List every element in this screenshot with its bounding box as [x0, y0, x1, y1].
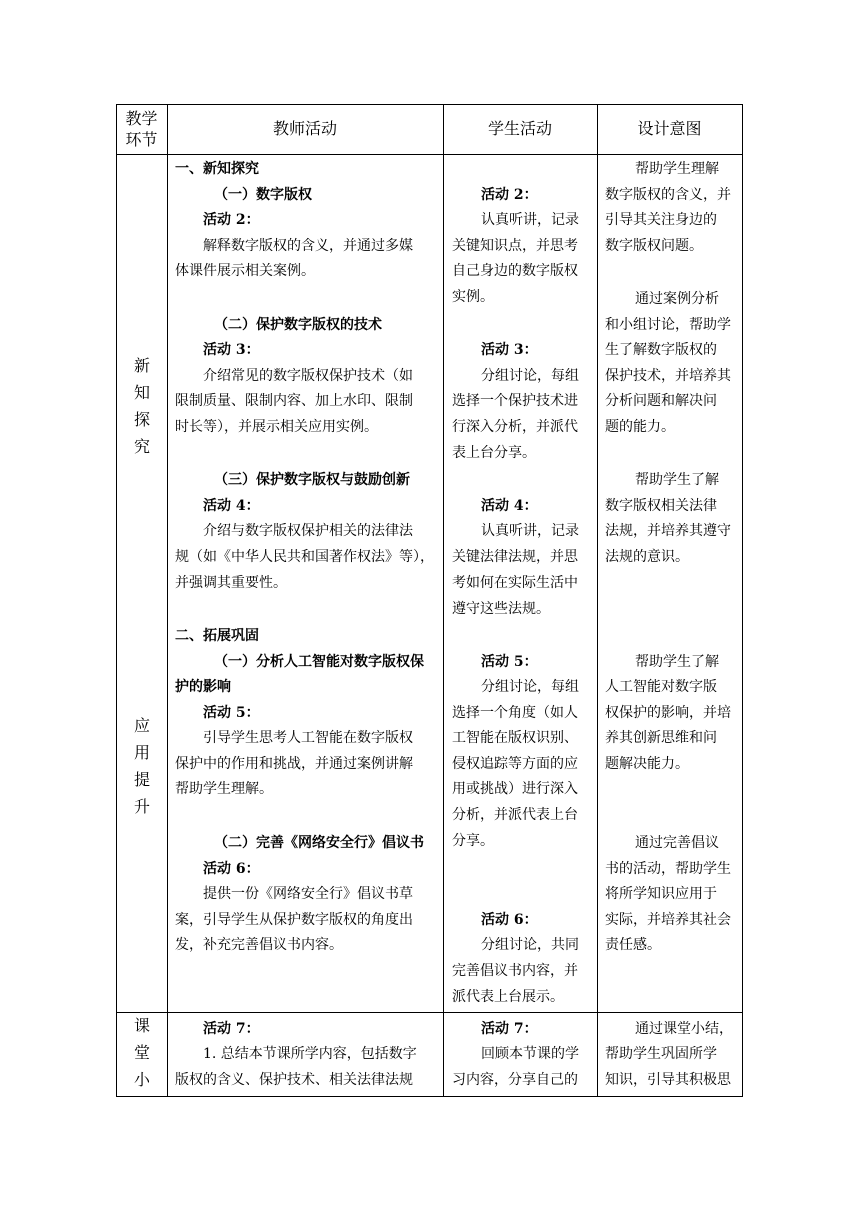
header-cell-intent: 设计意图 [637, 119, 702, 138]
section-char: 课 [133, 1016, 150, 1035]
student-text: 完善倡议书内容，并 [452, 963, 578, 979]
student-text: 自己身边的数字版权 [452, 263, 578, 279]
intent-text: 养其创新思维和问 [605, 730, 717, 746]
intent-text: 法规的意识。 [605, 549, 689, 565]
teacher-text: 1. 总结本节课所学内容，包括数字 [203, 1046, 417, 1062]
teacher-subheading: （三）保护数字版权与鼓励创新 [214, 472, 410, 488]
teacher-text: 介绍常见的数字版权保护技术（如 [203, 368, 413, 384]
section-char: 小 [133, 1070, 150, 1089]
teacher-subheading: （二）保护数字版权的技术 [214, 317, 382, 333]
intent-text: 通过课堂小结， [635, 1021, 733, 1037]
intent-text: 保护技术，并培养其 [605, 368, 731, 384]
teacher-text: 帮助学生理解。 [175, 781, 273, 797]
section-char: 知 [133, 383, 150, 402]
teacher-activity-label: 活动 4： [203, 498, 260, 514]
student-text: 分组讨论，共同 [481, 937, 579, 953]
teacher-activity-label: 活动 7： [203, 1021, 260, 1037]
section-label-new-knowledge [132, 356, 152, 457]
intent-text: 生了解数字版权的 [605, 342, 717, 358]
student-text: 派代表上台展示。 [452, 989, 564, 1005]
teacher-text: 案，引导学生从保护数字版权的角度出 [175, 912, 413, 928]
teacher-text: 介绍与数字版权保护相关的法律法 [203, 523, 413, 539]
student-activity-label: 活动 6： [481, 912, 538, 928]
student-text: 关键法律法规，并思 [452, 549, 578, 565]
table-border-left [116, 104, 117, 1097]
section-char: 探 [133, 410, 150, 429]
intent-text: 法规，并培养其遵守 [605, 523, 731, 539]
student-text: 考如何在实际生活中 [452, 575, 578, 591]
teacher-activity-label: 活动 6： [203, 861, 260, 877]
header-stage-line: 教学 [125, 109, 158, 128]
student-activity-label: 活动 4： [481, 498, 538, 514]
section-char: 应 [133, 716, 150, 735]
student-text: 选择一个角度（如人 [452, 705, 578, 721]
student-text: 表上台分享。 [452, 445, 536, 461]
student-activity-label: 活动 3： [481, 342, 538, 358]
student-text: 选择一个保护技术进 [452, 393, 578, 409]
teacher-text: 引导学生思考人工智能在数字版权 [203, 730, 413, 746]
table-border-top [116, 104, 743, 105]
section-char: 用 [133, 743, 150, 762]
header-stage-line: 环节 [125, 130, 158, 149]
intent-text: 分析问题和解决问 [605, 393, 717, 409]
section-label-summary [132, 1016, 152, 1090]
header-cell-teacher: 教师活动 [272, 119, 337, 138]
teacher-subheading: （一）分析人工智能对数字版权保 [214, 654, 424, 670]
intent-text: 数字版权问题。 [605, 238, 703, 254]
teacher-subheading: （二）完善《网络安全行》倡议书 [214, 835, 424, 851]
intent-text: 帮助学生了解 [635, 472, 719, 488]
student-text: 工智能在版权识别、 [452, 730, 578, 746]
column-divider [597, 104, 598, 1097]
student-text: 行深入分析，并派代 [452, 419, 578, 435]
teacher-activity-label: 活动 3： [203, 342, 260, 358]
teacher-text: 提供一份《网络安全行》倡议书草 [203, 886, 413, 902]
student-text: 用或挑战）进行深入 [452, 781, 578, 797]
column-divider [443, 104, 444, 1097]
teacher-text: 并强调其重要性。 [175, 575, 287, 591]
row-divider [116, 1012, 743, 1013]
teacher-subheading: 护的影响 [175, 679, 231, 695]
lesson-plan-table [116, 104, 743, 1097]
section-label-application [132, 716, 152, 817]
intent-text: 人工智能对数字版 [605, 679, 717, 695]
intent-text: 数字版权相关法律 [605, 498, 717, 514]
student-activity-label: 活动 2： [481, 187, 538, 203]
student-text: 分享。 [452, 833, 494, 849]
student-text: 认真听讲，记录 [481, 212, 579, 228]
student-activity-label: 活动 5： [481, 654, 538, 670]
intent-text: 题解决能力。 [605, 756, 689, 772]
teacher-text: 限制质量、限制内容、加上水印、限制 [175, 393, 413, 409]
teacher-text: 解释数字版权的含义，并通过多媒 [203, 238, 413, 254]
section-char: 升 [133, 797, 150, 816]
intent-text: 帮助学生巩固所学 [605, 1046, 717, 1062]
intent-text: 和小组讨论，帮助学 [605, 317, 731, 333]
table-border-right [742, 104, 743, 1097]
teacher-text: 时长等），并展示相关应用实例。 [175, 419, 378, 435]
teacher-text: 版权的含义、保护技术、相关法律法规 [175, 1072, 413, 1088]
teacher-activity-label: 活动 2： [203, 212, 260, 228]
intent-text: 通过完善倡议 [635, 835, 719, 851]
intent-text: 引导其关注身边的 [605, 212, 717, 228]
teacher-subheading: （一）数字版权 [214, 187, 312, 203]
header-divider [116, 154, 743, 155]
student-text: 实例。 [452, 289, 494, 305]
intent-text: 将所学知识应用于 [605, 886, 717, 902]
student-text: 习内容，分享自己的 [452, 1072, 578, 1088]
teacher-text: 规（如《中华人民共和国著作权法》等）， [175, 549, 434, 565]
student-text: 分组讨论，每组 [481, 679, 579, 695]
column-divider [167, 104, 168, 1097]
teacher-heading: 一、新知探究 [175, 161, 259, 177]
section-char: 究 [133, 437, 150, 456]
student-text: 认真听讲，记录 [481, 523, 579, 539]
intent-text: 书的活动，帮助学生 [605, 861, 731, 877]
intent-text: 通过案例分析 [635, 291, 719, 307]
student-text: 回顾本节课的学 [481, 1046, 579, 1062]
teacher-text: 体课件展示相关案例。 [175, 263, 315, 279]
intent-text: 数字版权的含义，并 [605, 187, 731, 203]
student-text: 关键知识点，并思考 [452, 238, 578, 254]
section-char: 堂 [133, 1043, 150, 1062]
section-char: 提 [133, 770, 150, 789]
intent-text: 题的能力。 [605, 419, 675, 435]
header-cell-student: 学生活动 [487, 119, 552, 138]
intent-text: 权保护的影响，并培 [605, 705, 731, 721]
student-text: 分组讨论，每组 [481, 368, 579, 384]
student-text: 分析，并派代表上台 [452, 807, 578, 823]
intent-text: 责任感。 [605, 937, 661, 953]
intent-text: 帮助学生了解 [635, 654, 719, 670]
intent-text: 帮助学生理解 [635, 161, 719, 177]
table-border-bottom [116, 1096, 743, 1097]
header-cell-stage [116, 108, 167, 150]
teacher-activity-label: 活动 5： [203, 705, 260, 721]
student-text: 遵守这些法规。 [452, 601, 550, 617]
section-char: 新 [133, 356, 150, 375]
intent-text: 实际，并培养其社会 [605, 912, 731, 928]
teacher-heading: 二、拓展巩固 [175, 628, 259, 644]
intent-text: 知识，引导其积极思 [605, 1072, 731, 1088]
student-text: 侵权追踪等方面的应 [452, 756, 578, 772]
student-activity-label: 活动 7： [481, 1021, 538, 1037]
teacher-text: 发，补充完善倡议书内容。 [175, 937, 343, 953]
teacher-text: 保护中的作用和挑战，并通过案例讲解 [175, 756, 413, 772]
